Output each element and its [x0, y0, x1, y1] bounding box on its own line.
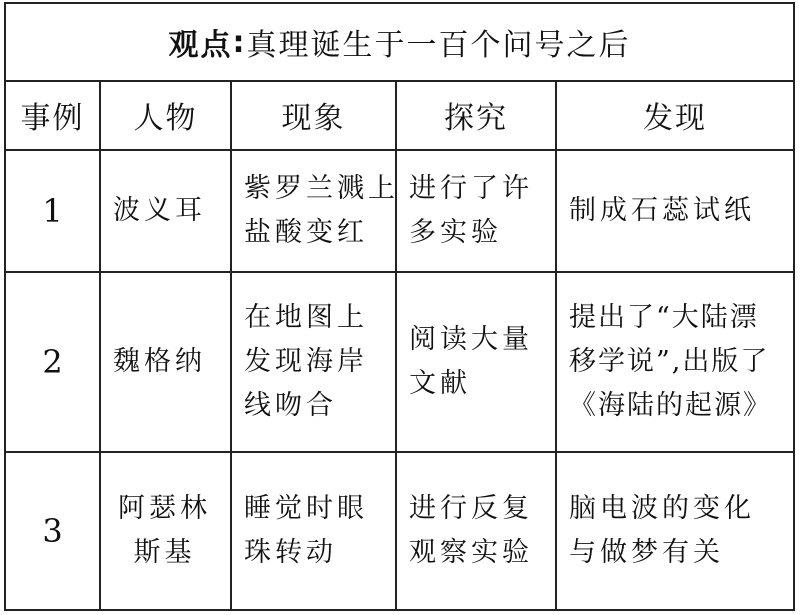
title-colon: : — [232, 24, 247, 60]
person-cell — [100, 452, 231, 609]
phenomenon-line: 在地图上 — [244, 302, 368, 333]
phenomenon-cell — [231, 452, 396, 609]
discovery-line: 提出了“大陆漂 — [569, 302, 759, 333]
discovery-cell — [556, 272, 793, 452]
phenomenon-line: 珠转动 — [244, 537, 337, 568]
person-line: 斯基 — [133, 537, 196, 568]
inquiry-line: 阅读大量 — [409, 324, 533, 355]
table-row — [6, 452, 793, 609]
table-row — [6, 150, 793, 272]
discovery-cell — [556, 150, 793, 272]
row-number: 3 — [6, 452, 100, 609]
document-table — [4, 2, 795, 611]
header-row — [6, 80, 793, 150]
phenomenon-line: 紫罗兰溅上 — [244, 173, 399, 204]
inquiry-line: 观察实验 — [409, 537, 533, 568]
table-title — [6, 4, 793, 82]
phenomenon-line: 盐酸变红 — [244, 217, 368, 248]
discovery-line: 脑电波的变化 — [569, 493, 755, 524]
phenomenon-line: 发现海岸 — [244, 346, 368, 377]
table-row — [6, 272, 793, 452]
title-text: 真理诞生于一百个问号之后 — [246, 28, 631, 63]
inquiry-cell — [396, 452, 556, 609]
header-inquiry: 探究 — [396, 80, 556, 150]
inquiry-cell — [396, 272, 556, 452]
phenomenon-cell — [231, 272, 396, 452]
inquiry-line: 多实验 — [409, 217, 502, 248]
header-phenomenon: 现象 — [231, 80, 396, 150]
inquiry-line: 文献 — [409, 368, 471, 399]
cases-table — [6, 80, 793, 609]
phenomenon-line: 线吻合 — [244, 390, 337, 421]
title-label: 观点 — [168, 28, 233, 63]
inquiry-line: 进行反复 — [409, 493, 533, 524]
header-discovery: 发现 — [556, 80, 793, 150]
header-person: 人物 — [100, 80, 231, 150]
row-number: 2 — [6, 272, 100, 452]
discovery-line: 与做梦有关 — [569, 537, 724, 568]
discovery-line: 《海陆的起源》 — [569, 390, 772, 421]
person-line: 波义耳 — [113, 195, 206, 226]
row-number: 1 — [6, 150, 100, 272]
header-case: 事例 — [6, 80, 100, 150]
person-line: 魏格纳 — [113, 346, 206, 377]
person-cell — [100, 150, 231, 272]
phenomenon-cell — [231, 150, 399, 272]
inquiry-cell — [396, 150, 556, 272]
discovery-cell — [556, 452, 793, 609]
inquiry-line: 进行了许 — [409, 173, 533, 204]
discovery-line: 制成石蕊试纸 — [569, 195, 755, 226]
person-cell — [100, 272, 231, 452]
person-line: 阿瑟林 — [118, 493, 211, 524]
discovery-line: 移学说”,出版了 — [569, 346, 770, 377]
phenomenon-line: 睡觉时眼 — [244, 493, 368, 524]
